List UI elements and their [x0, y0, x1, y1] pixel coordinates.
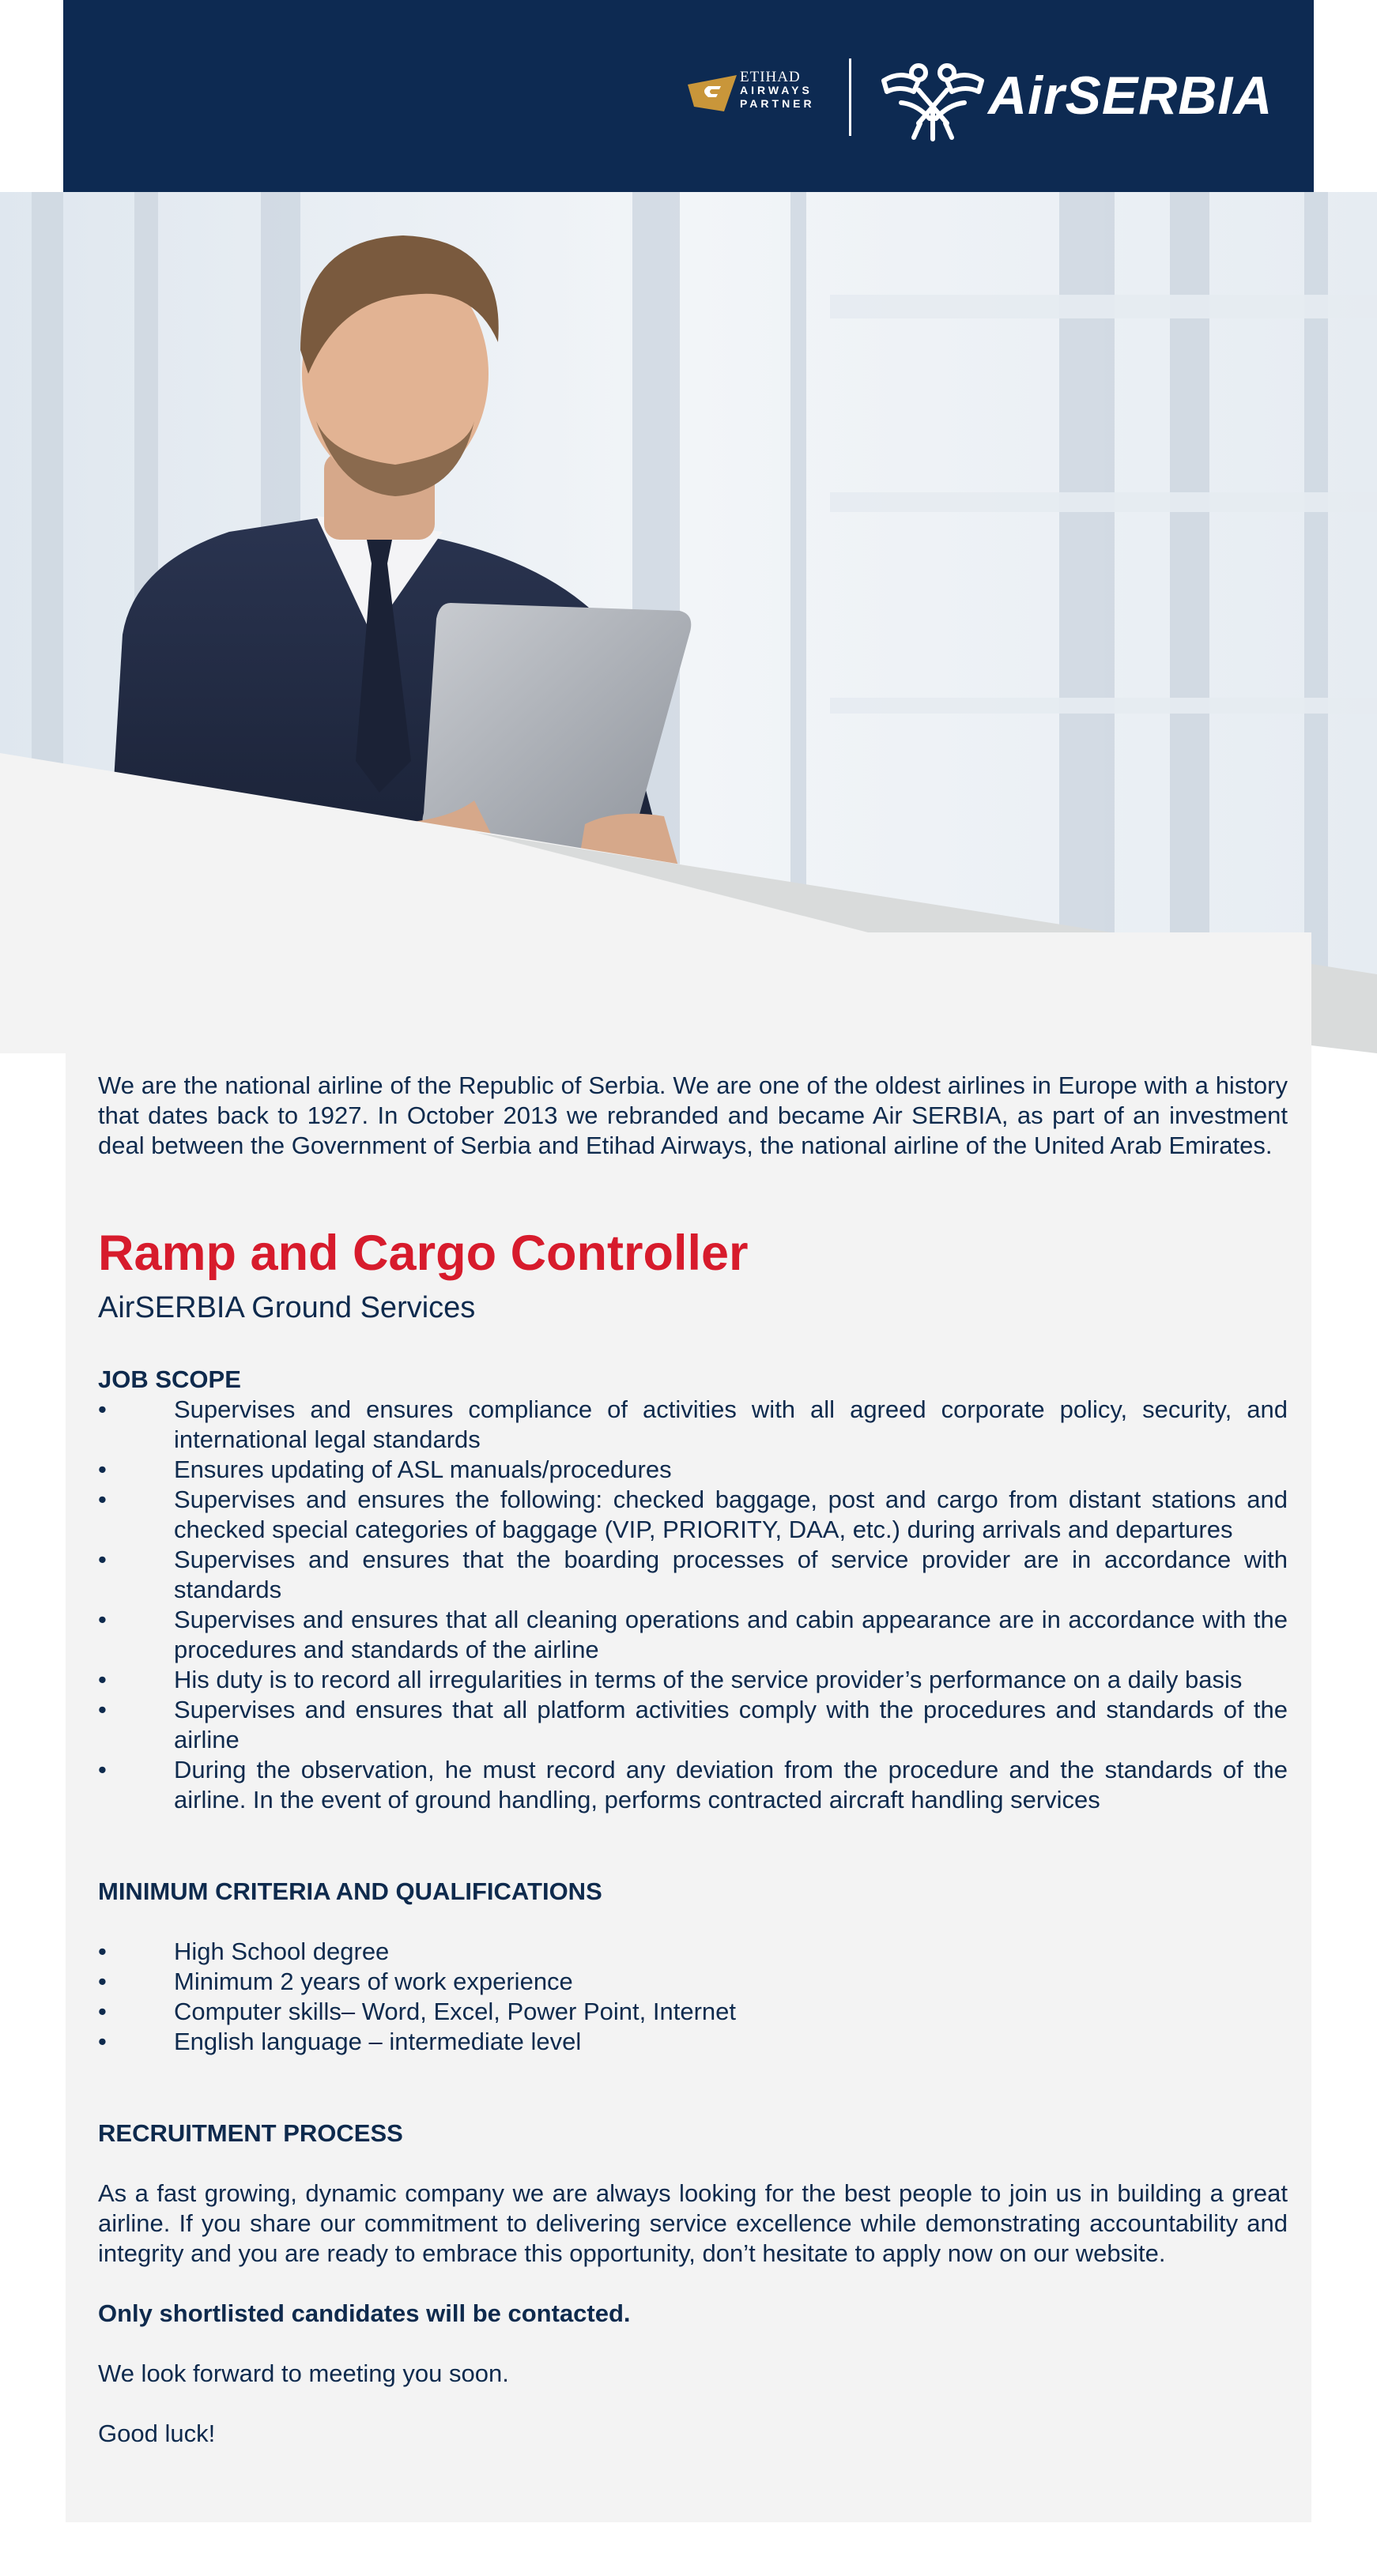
job-scope-list	[98, 1395, 1288, 1815]
recruitment-heading: RECRUITMENT PROCESS	[98, 2119, 403, 2147]
airserbia-logo	[877, 55, 1320, 142]
header-banner	[63, 0, 1314, 192]
airserbia-wordmark: AirSERBIA	[988, 66, 1273, 126]
recruitment-paragraph: As a fast growing, dynamic company we are always looking for the best people to join us in building a great airline. If you share our commitment to delivering service excellence while demonstrating accountability and integrity and you are ready to embrace this opportunity, don’t hesitate to apply now on our website.	[98, 2179, 1288, 2267]
list-item: • Supervises and ensures that the boarding processes of service provider are in accordance with standards	[98, 1546, 1288, 1603]
shortlist-notice: Only shortlisted candidates will be contacted.	[98, 2299, 631, 2327]
list-item: • His duty is to record all irregularities in terms of the service provider’s performance on a daily basis	[98, 1666, 1243, 1693]
qualifications-list	[98, 1937, 1288, 2057]
etihad-mark-icon	[688, 70, 737, 115]
closing-forward: We look forward to meeting you soon.	[98, 2359, 509, 2387]
header-divider	[849, 58, 851, 136]
qualifications-heading: MINIMUM CRITERIA AND QUALIFICATIONS	[98, 1877, 602, 1905]
list-item: • Supervises and ensures that all platform activities comply with the procedures and standards of the airline	[98, 1696, 1288, 1753]
closing-good-luck: Good luck!	[98, 2420, 216, 2447]
hero-image	[0, 192, 1377, 1053]
list-item: • During the observation, he must record any deviation from the procedure and the standards of the airline. In the event of ground handling, performs contracted aircraft handling services	[98, 1756, 1288, 1813]
list-item: • High School degree	[98, 1938, 390, 1965]
list-item: • Ensures updating of ASL manuals/procedures	[98, 1456, 672, 1483]
list-item: • English language – intermediate level	[98, 2028, 582, 2055]
list-item: • Minimum 2 years of work experience	[98, 1968, 573, 1995]
double-headed-eagle-icon	[877, 55, 988, 142]
job-subtitle: AirSERBIA Ground Services	[98, 1291, 476, 1324]
etihad-partner-text: ETIHAD AIRWAYS PARTNER	[740, 69, 815, 110]
list-item: • Computer skills– Word, Excel, Power Point, Internet	[98, 1998, 736, 2025]
list-item: • Supervises and ensures compliance of activities with all agreed corporate policy, security, and international legal standards	[98, 1395, 1288, 1453]
intro-paragraph: We are the national airline of the Republic of Serbia. We are one of the oldest airlines in Europe with a history that dates back to 1927. In October 2013 we rebranded and became Air SERBIA, as part of an investment deal between the Government of Serbia and Etihad Airways, the national airline of the United Arab Emirates.	[98, 1071, 1288, 1159]
list-item: • Supervises and ensures the following: checked baggage, post and cargo from distant stations and checked special categories of baggage (VIP, PRIORITY, DAA, etc.) during arrivals and departures	[98, 1486, 1288, 1543]
etihad-partner-logo	[688, 67, 826, 118]
job-scope-heading: JOB SCOPE	[98, 1365, 241, 1393]
hero-photo-illustration	[0, 192, 1377, 1053]
list-item: • Supervises and ensures that all cleaning operations and cabin appearance are in accordance with the procedures and standards of the airline	[98, 1606, 1288, 1663]
job-title: Ramp and Cargo Controller	[98, 1226, 749, 1281]
